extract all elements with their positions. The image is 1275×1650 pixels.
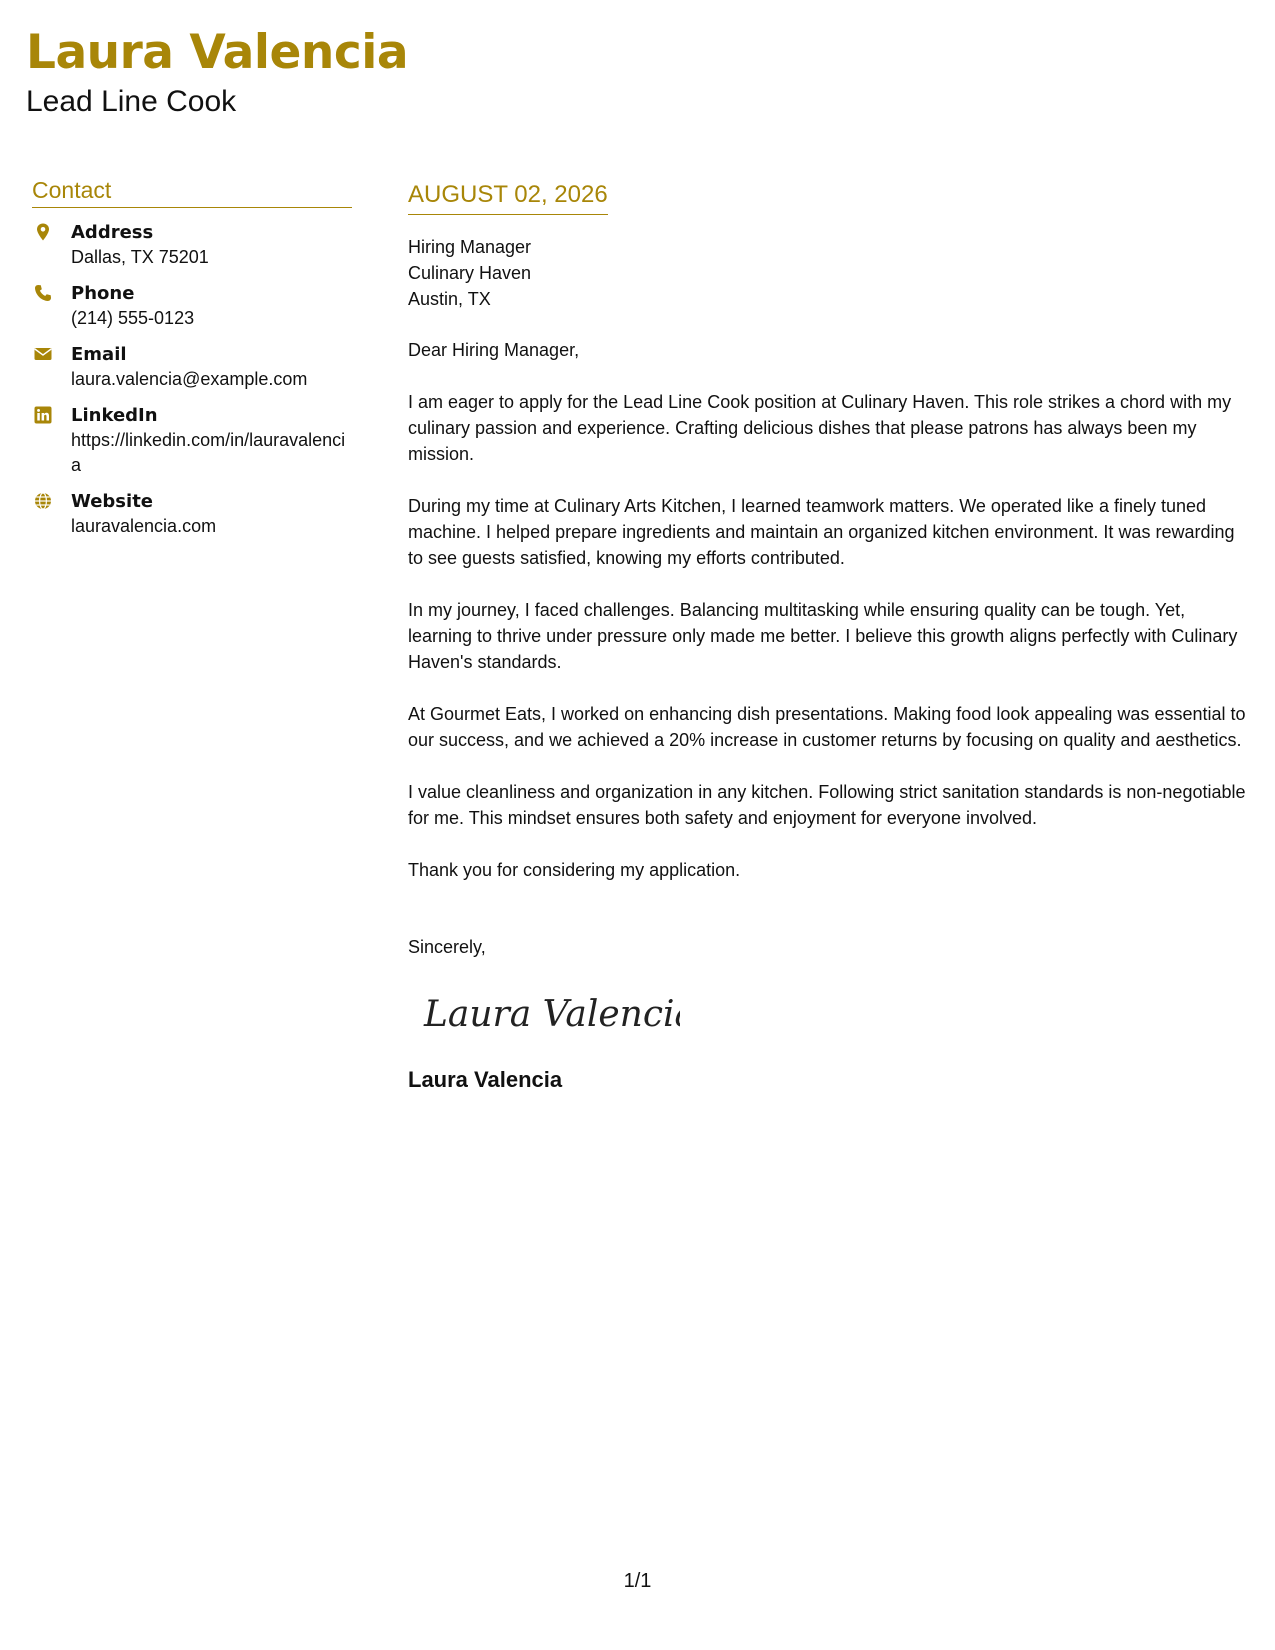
contact-item-phone bbox=[32, 281, 352, 331]
contact-value: Dallas, TX 75201 bbox=[71, 247, 209, 267]
signed-name: Laura Valencia bbox=[408, 1067, 563, 1092]
recipient-company: Culinary Haven bbox=[408, 263, 532, 283]
letter-paragraph: Thank you for considering my application. bbox=[408, 860, 741, 880]
contact-label: Address bbox=[71, 222, 154, 243]
contact-item-address bbox=[32, 220, 352, 270]
letter-date: AUGUST 02, 2026 bbox=[408, 178, 608, 215]
phone-icon bbox=[34, 284, 52, 302]
recipient-block bbox=[408, 234, 1248, 312]
contact-item-email bbox=[32, 342, 352, 392]
contact-value: (214) 555-0123 bbox=[71, 308, 195, 328]
contact-value: laura.valencia@example.com bbox=[71, 369, 308, 389]
letter-paragraph: I value cleanliness and organization in any kitchen. Following strict sanitation standards is non-negotiable for me. This mindset ensures both safety and enjoyment for everyone involved. bbox=[408, 782, 1246, 828]
contact-label: Email bbox=[71, 344, 127, 365]
contact-label: Phone bbox=[71, 283, 135, 304]
recipient-name: Hiring Manager bbox=[408, 237, 532, 257]
linkedin-icon bbox=[34, 406, 52, 424]
signature-text: Laura Valencia bbox=[424, 994, 680, 1035]
header bbox=[26, 22, 408, 120]
contact-label: Website bbox=[71, 491, 154, 512]
contact-sidebar bbox=[32, 175, 352, 550]
contact-value: lauravalencia.com bbox=[71, 516, 217, 536]
contact-item-website bbox=[32, 489, 352, 539]
job-title: Lead Line Cook bbox=[26, 85, 237, 118]
recipient-location: Austin, TX bbox=[408, 289, 491, 309]
contact-heading: Contact bbox=[32, 175, 352, 208]
closing: Sincerely, bbox=[408, 937, 486, 957]
letter-body bbox=[408, 178, 1248, 1095]
contact-value: https://linkedin.com/in/lauravalencia bbox=[71, 430, 346, 475]
letter-paragraph: In my journey, I faced challenges. Balancing multitasking while ensuring quality can be tough. Yet, learning to thrive under pressure only made me better. I believe this growth aligns perfectly with Culinary Haven's standards. bbox=[408, 600, 1238, 672]
globe-icon bbox=[34, 492, 52, 510]
applicant-name: Laura Valencia bbox=[26, 25, 409, 80]
envelope-icon bbox=[34, 345, 52, 363]
contact-label: LinkedIn bbox=[71, 405, 158, 426]
page-number: 1/1 bbox=[623, 1570, 652, 1592]
handwritten-signature bbox=[420, 986, 680, 1046]
letter-paragraph: I am eager to apply for the Lead Line Cook position at Culinary Haven. This role strikes a chord with my culinary passion and experience. Crafting delicious dishes that please patrons has always been my mission. bbox=[408, 392, 1232, 464]
letter-paragraph: During my time at Culinary Arts Kitchen, I learned teamwork matters. We operated like a finely tuned machine. I helped prepare ingredients and maintain an organized kitchen environment. It was rewarding to see guests satisfied, knowing my efforts contributed. bbox=[408, 496, 1235, 568]
contact-item-linkedin bbox=[32, 403, 352, 478]
map-pin-icon bbox=[34, 223, 52, 241]
salutation: Dear Hiring Manager, bbox=[408, 340, 580, 360]
letter-paragraph: At Gourmet Eats, I worked on enhancing dish presentations. Making food look appealing was essential to our success, and we achieved a 20% increase in customer returns by focusing on quality and aesthetics. bbox=[408, 704, 1246, 750]
